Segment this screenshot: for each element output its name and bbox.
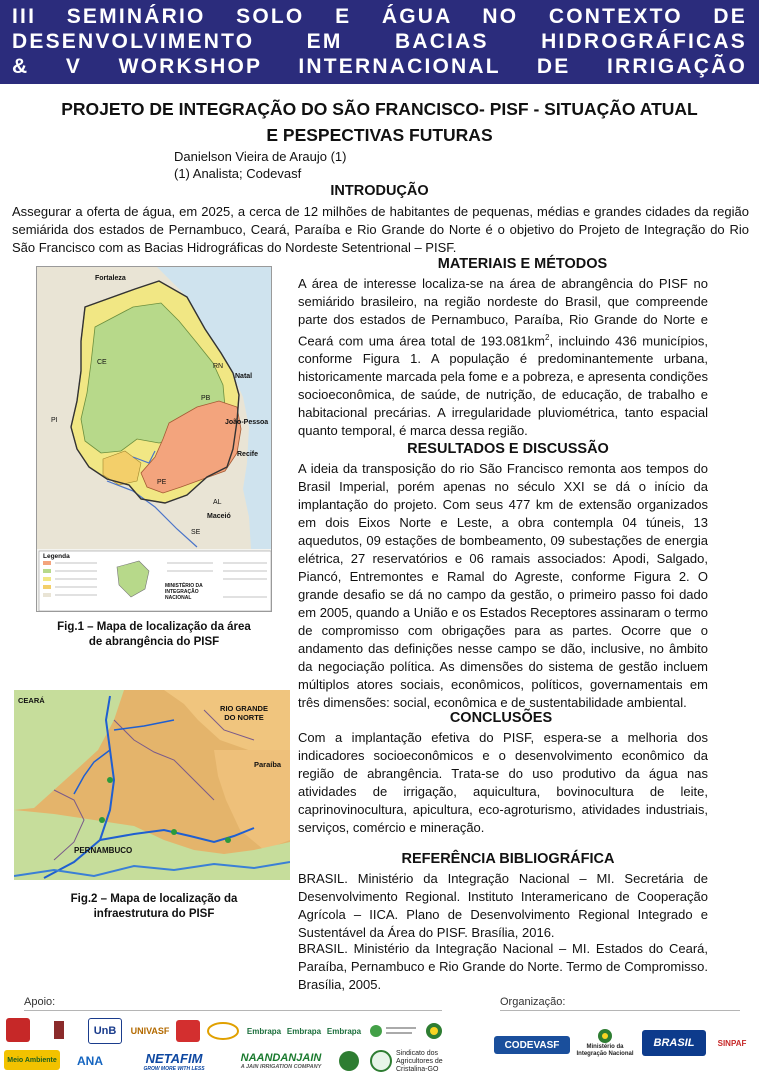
results-heading: RESULTADOS E DISCUSSÃO [407,441,609,457]
methods-text-part-1: A área de interesse localiza-se na área de abrangência do PISF no semiárido brasileiro, na região nordeste do Brasil, que compreende parte dos estados de Pernambuco, Paraíba, Rio Grande do Norte e Ceará com uma área total de 193.081km [298,276,708,349]
logo-ana: ANA [77,1054,103,1068]
figure-1-map-graphic [37,267,272,612]
logo-brasil: BRASIL [642,1030,706,1056]
poster-title [20,96,739,148]
conference-banner [0,0,759,84]
logo-sinpaf: SINPAF [717,1038,747,1048]
references-heading: REFERÊNCIA BIBLIOGRÁFICA [401,851,615,867]
naandanjain-name: NAANDANJAIN [240,1052,322,1064]
cna-seal-icon [336,1049,362,1073]
map1-label-pe: PE [157,479,167,486]
map2-label-rgn: RIO GRANDE DO NORTE [220,704,268,722]
map1-label-joao-pessoa: João-Pessoa [225,419,269,426]
reference-1: BRASIL. Ministério da Integração Nacional – MI. Secretária de Desenvolvimento Regional. Instituto Interamericano de Cooperação Agrícola – IICA. Plano de Desenvolvimento Regional Integrado e Sustentável da Área do PISF. Brasília, 2016. [298,871,708,940]
banner-line-1: III SEMINÁRIO SOLO E ÁGUA NO CONTEXTO DE [12,5,747,28]
map1-label-ce: CE [97,359,107,366]
logo-agencia-ceara [366,1018,420,1044]
banner-line-3: & V WORKSHOP INTERNACIONAL DE IRRIGAÇÃO [12,55,747,78]
map1-label-al: AL [213,499,222,506]
agency-leaf-icon [368,1020,418,1042]
logo-irrigation-event [204,1018,242,1044]
map2-label-ceara: CEARÁ [18,696,45,705]
figure-2-caption-line-1: Fig.2 – Mapa de localização da [70,893,238,905]
logo-embrapa-1: Embrapa [246,1026,282,1036]
results-text: A ideia da transposição do rio São Francisco remonta aos tempos do Brasil Imperial, porém apenas no século XXI se dá o início da implantação do projeto. Com seus 477 km de extensão organizados em dois Eixos Norte e Leste, a obra contempla 04 túneis, 13 aquedutos, 09 estações de bombeamento, 09 subestações de energia elétrica, 27 reservatórios e 06 ramais associados: Apodi, Salgado, Piancó, Entremontes e Ramal do Agreste, conforme Figura 2. O grande desafio se dá no campo da gestão, o primeiro passo foi dado em 2005, quando a União e os Estados Receptores assinaram o termo de compromisso com obrigações para as partes. Ocorre que o andamento das definições nesse campo se dão, inclusive, no âmbito da negociação política. As dimensões do sistema de gestão incluem múltiplos atores sociais, econômicos, políticos, governamentais em três dimensões: social, econômica e de sustentabilidade ambiental. [298,461,708,710]
logo-tu [176,1020,200,1042]
author-affiliation: (1) Analista; Codevasf [174,166,302,181]
logo-embrapa-3: Embrapa [326,1026,362,1036]
author-name: Danielson Vieira de Araujo (1) [174,149,347,164]
logo-netafim [120,1048,228,1074]
map1-label-pb: PB [201,395,211,402]
netafim-tagline: GROW MORE WITH LESS [143,1065,205,1072]
coat-of-arms-icon [425,1019,443,1043]
title-line-1: PROJETO DE INTEGRAÇÃO DO SÃO FRANCISCO- PISF - SITUAÇÃO ATUAL [61,99,698,119]
logo-abid [6,1018,30,1042]
footer-apoio-divider [24,1010,442,1011]
logo-sindicato-seal [368,1048,394,1074]
logo-cna [334,1048,364,1074]
conclusions-text: Com a implantação efetiva do PISF, espera-se a melhoria dos indicadores socioeconômicos e o desenvolvimento econômico da região de abrangência. Trata-se do uso produtivo da água nas atividades de irrigação, aquicultura, bovinocultura de leite, caprinovinocultura, apicultura, eco-agroturismo, atividades industriais, serviços, comércio e mineração. [298,730,708,835]
map2-label-paraiba: Paraíba [254,760,282,769]
figure-1-caption [36,620,272,650]
reference-2: BRASIL. Ministério da Integração Nacional – MI. Estados do Ceará, Paraíba, Pernambuco e Rio Grande do Norte. Termo de Compromisso. Brasília, 2005. [298,941,708,992]
logo-sindicato-text: Sindicato dos Agricultores de Cristalina-GO [396,1050,443,1073]
logo-meio-ambiente: Meio Ambiente [4,1050,60,1070]
logo-ufpe [34,1018,84,1042]
ministerio-text: Ministério da Integração Nacional [576,1044,634,1057]
figure-2-map [14,690,290,880]
methods-text [298,275,708,440]
map1-label-pi: PI [51,417,58,424]
naandanjain-tagline: A JAIN IRRIGATION COMPANY [240,1064,322,1070]
sun-icon [206,1020,240,1042]
logo-codevasf: CODEVASF [494,1036,570,1054]
ministry-crest-icon [597,1028,613,1044]
ufpe-crest-icon [52,1019,66,1041]
footer-apoio-label: Apoio: [24,996,56,1008]
logo-unb: UnB [88,1018,122,1044]
netafim-name: NETAFIM [145,1050,203,1066]
map1-label-se: SE [191,529,201,536]
logo-embrapa-2: Embrapa [286,1026,322,1036]
intro-heading: INTRODUÇÃO [330,183,429,199]
map1-label-recife: Recife [237,451,259,458]
sindicato-seal-icon [369,1049,393,1073]
logo-univasf: UNIVASF [130,1026,170,1036]
map2-label-pernambuco: PERNAMBUCO [74,846,133,855]
map1-label-fortaleza: Fortaleza [95,275,126,282]
logo-ministerio [574,1026,636,1060]
map1-ministry-label: MINISTÉRIO DA INTEGRAÇÃO NACIONAL [165,583,203,601]
methods-text-part-2: , incluindo 436 municípios, conforme Figura 1. A população é predominantemente urbana, historicamente marcada pela fome e a pobreza, e apresenta condições socioeconômica, de saúde, de nutrição, de educação, de trabalho e habitacional precárias. A irregularidade pluviométrica, tanto espacial quanto temporal, é marca dessa região. [298,333,708,439]
figure-1-map [36,266,272,612]
conclusions-heading: CONCLUSÕES [449,710,553,726]
figure-2-caption [36,892,272,922]
map1-label-maceio: Maceió [207,513,231,520]
logo-naandanjain [232,1048,330,1074]
map1-legend-title: Legenda [43,553,70,560]
map1-label-natal: Natal [235,373,253,380]
footer-organizacao-label: Organização: [500,996,566,1008]
footer-organizacao-divider [500,1010,740,1011]
intro-text: Assegurar a oferta de água, em 2025, a cerca de 12 milhões de habitantes de pequenas, médias e grandes cidades da região semiárida dos estados de Pernambuco, Ceará, Paraíba e Rio Grande do Norte é o objetivo do Projeto de Integração do Rio São Francisco com as Bacias Hidrográficas do Nordeste Setentrional – PISF. [12,204,749,255]
authors-block [174,148,346,182]
banner-line-2: DESENVOLVIMENTO EM BACIAS HIDROGRÁFICAS [12,30,747,53]
figure-2-caption-line-2: infraestrutura do PISF [93,908,215,920]
figure-1-caption-line-1: Fig.1 – Mapa de localização da área [57,621,251,633]
logo-brasao [424,1018,444,1044]
map1-label-rn: RN [213,363,224,370]
methods-text-superscript: 2 [545,333,550,342]
methods-heading: MATERIAIS E MÉTODOS [437,256,608,272]
title-line-2: E PESPECTIVAS FUTURAS [266,125,493,145]
figure-1-caption-line-2: de abrangência do PISF [88,636,220,648]
